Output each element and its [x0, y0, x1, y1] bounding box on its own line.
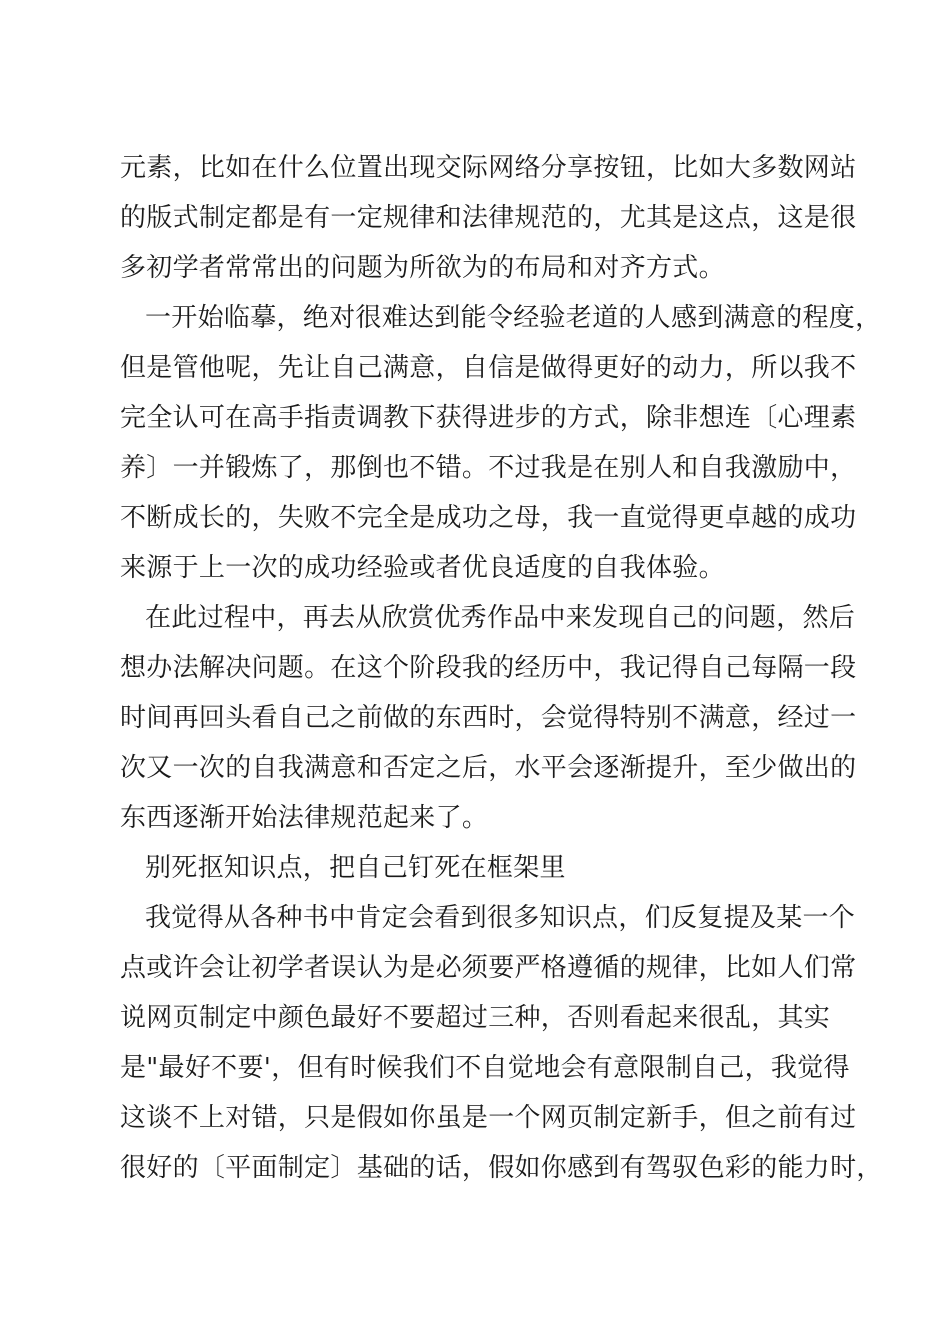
text-line: 完全认可在高手指责调教下获得进步的方式，除非想连〔心理素 — [120, 403, 857, 433]
text-line: 不断成长的，失败不完全是成功之母，我一直觉得更卓越的成功 — [120, 503, 857, 533]
text-line: 的版式制定都是有一定规律和法律规范的，尤其是这点，这是很 — [120, 203, 857, 233]
text-line: 时间再回头看自己之前做的东西时，会觉得特别不满意，经过一 — [120, 703, 857, 733]
text-line: 很好的〔平面制定〕基础的话，假如你感到有驾驭色彩的能力时， — [120, 1153, 883, 1183]
text-line: 东西逐渐开始法律规范起来了。 — [120, 803, 489, 833]
text-line: 这谈不上对错，只是假如你虽是一个网页制定新手，但之前有过 — [120, 1103, 857, 1133]
section-heading: 别死抠知识点，把自己钉死在框架里 — [145, 853, 566, 883]
text-line: 点或许会让初学者误认为是必须要严格遵循的规律，比如人们常 — [120, 953, 857, 983]
paragraph-first-line: 一开始临摹，绝对很难达到能令经验老道的人感到满意的程度， — [145, 303, 882, 333]
text-line: 元素，比如在什么位置出现交际网络分享按钮，比如大多数网站 — [120, 153, 857, 183]
text-line: 是"最好不要'，但有时候我们不自觉地会有意限制自己，我觉得 — [120, 1053, 850, 1083]
text-line: 来源于上一次的成功经验或者优良适度的自我体验。 — [120, 553, 725, 583]
text-line: 多初学者常常出的问题为所欲为的布局和对齐方式。 — [120, 253, 725, 283]
text-line: 次又一次的自我满意和否定之后，水平会逐渐提升，至少做出的 — [120, 753, 857, 783]
text-line: 说网页制定中颜色最好不要超过三种，否则看起来很乱，其实 — [120, 1003, 831, 1033]
text-line: 养〕一并锻炼了，那倒也不错。不过我是在别人和自我激励中， — [120, 453, 857, 483]
text-line: 但是管他呢，先让自己满意，自信是做得更好的动力，所以我不 — [120, 353, 857, 383]
paragraph-first-line: 我觉得从各种书中肯定会看到很多知识点，们反复提及某一个 — [145, 903, 856, 933]
paragraph-first-line: 在此过程中，再去从欣赏优秀作品中来发现自己的问题，然后 — [145, 603, 856, 633]
text-line: 想办法解决问题。在这个阶段我的经历中，我记得自己每隔一段 — [120, 653, 857, 683]
